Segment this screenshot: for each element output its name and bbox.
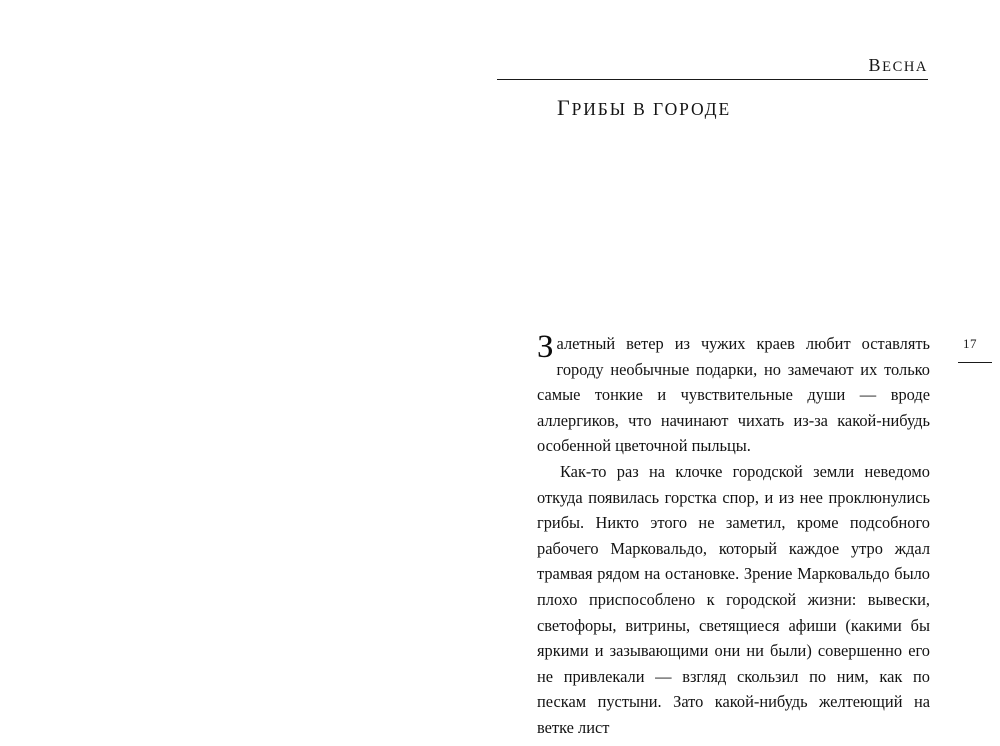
drop-cap: З	[537, 329, 554, 365]
header-rule	[497, 79, 928, 80]
running-head-text: ЕСНА	[882, 59, 928, 75]
paragraph-first	[537, 331, 930, 459]
chapter-title-text: РИБЫ В ГОРОДЕ	[571, 99, 732, 119]
running-head	[497, 55, 928, 76]
chapter-title-initial: Г	[557, 95, 572, 120]
page-number: 17	[963, 336, 977, 351]
running-head-initial: В	[868, 55, 883, 75]
paragraph-text: алетный ветер из чужих краев любит оставлять городу необычные подарки, но замечают их только самые тонкие и чувствительные души — вроде аллергиков, что начинают чихать из-за какой-нибудь особенной цветочной пыльцы.	[537, 334, 930, 456]
paragraph-second: Как-то раз на клочке городской земли неведомо откуда появилась горстка спор, и из нее проклюнулись грибы. Никто этого не заметил, кроме подсобного рабочего Марковальдо, который каждое утро ждал трамвая рядом на остановке. Зрение Марковальдо было плохо приспособлено к городской жизни: вывески, светофоры, витрины, светящиеся афиши (какими бы яркими и зазывающими они ни были) совершенно его не привлекали — взгляд скользил по ним, как по пескам пустыни. Зато какой-нибудь желтеющий на ветке лист	[537, 461, 930, 737]
chapter-title	[557, 95, 928, 121]
body-text	[537, 331, 930, 741]
page-number-rule	[958, 362, 992, 363]
